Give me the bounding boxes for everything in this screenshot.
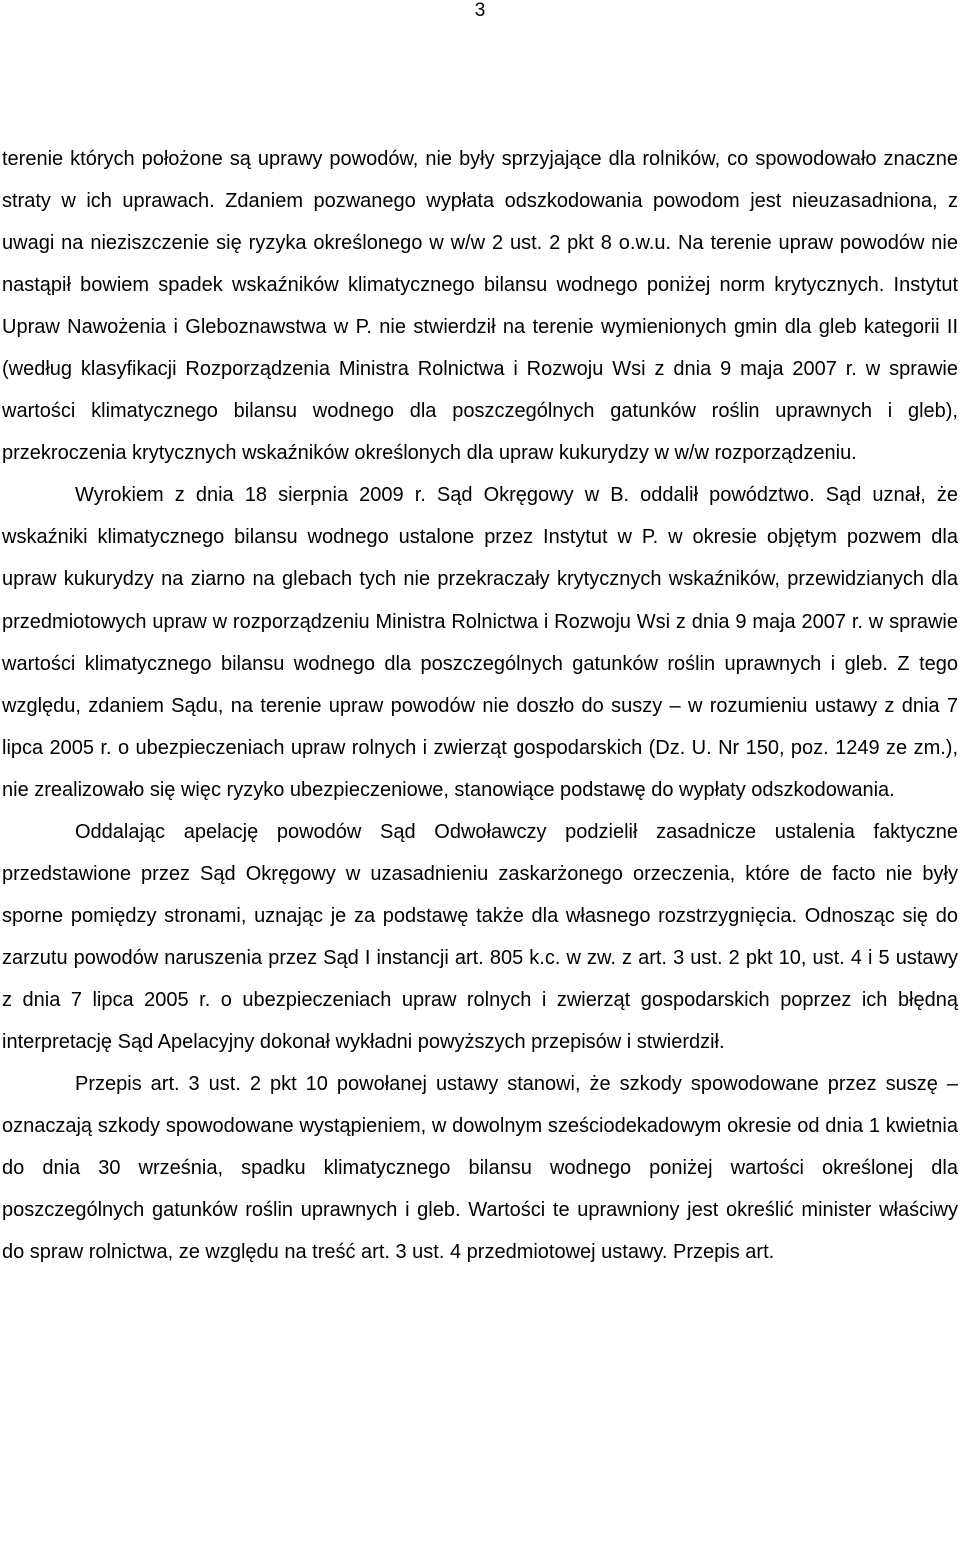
document-body (2, 138, 958, 1273)
paragraph-3: Oddalając apelację powodów Sąd Odwoławczy podzielił zasadnicze ustalenia faktyczne przedstawione przez Sąd Okręgowy w uzasadnieniu zaskarżonego orzeczenia, które de facto nie były sporne pomiędzy stronami, uznając je za podstawę także dla własnego rozstrzygnięcia. Odnosząc się do zarzutu powodów naruszenia przez Sąd I instancji art. 805 k.c. w zw. z art. 3 ust. 2 pkt 10, ust. 4 i 5 ustawy z dnia 7 lipca 2005 r. o ubezpieczeniach upraw rolnych i zwierząt gospodarskich poprzez ich błędną interpretację Sąd Apelacyjny dokonał wykładni powyższych przepisów i stwierdził. (2, 820, 958, 1053)
page-number: 3 (474, 0, 486, 21)
paragraph-2: Wyrokiem z dnia 18 sierpnia 2009 r. Sąd Okręgowy w B. oddalił powództwo. Sąd uznał, że wskaźniki klimatycznego bilansu wodnego ustalone przez Instytut w P. w okresie objętym pozwem dla upraw kukurydzy na ziarno na glebach tych nie przekraczały krytycznych wskaźników, przewidzianych dla przedmiotowych upraw w rozporządzeniu Ministra Rolnictwa i Rozwoju Wsi z dnia 9 maja 2007 r. w sprawie wartości klimatycznego bilansu wodnego dla poszczególnych gatunków roślin uprawnych i gleb. Z tego względu, zdaniem Sądu, na terenie upraw powodów nie doszło do suszy – w rozumieniu ustawy z dnia 7 lipca 2005 r. o ubezpieczeniach upraw rolnych i zwierząt gospodarskich (Dz. U. Nr 150, poz. 1249 ze zm.), nie zrealizowało się więc ryzyko ubezpieczeniowe, stanowiące podstawę do wypłaty odszkodowania. (2, 484, 958, 801)
paragraph-4: Przepis art. 3 ust. 2 pkt 10 powołanej ustawy stanowi, że szkody spowodowane przez suszę – oznaczają szkody spowodowane wystąpieniem, w dowolnym sześciodekadowym okresie od dnia 1 kwietnia do dnia 30 września, spadku klimatycznego bilansu wodnego poniżej wartości określonej dla poszczególnych gatunków roślin uprawnych i gleb. Wartości te uprawniony jest określić minister właściwy do spraw rolnictwa, ze względu na treść art. 3 ust. 4 przedmiotowej ustawy. Przepis art. (2, 1073, 958, 1264)
paragraph-1: terenie których położone są uprawy powodów, nie były sprzyjające dla rolników, co spowodowało znaczne straty w ich uprawach. Zdaniem pozwanego wypłata odszkodowania powodom jest nieuzasadniona, z uwagi na nieziszczenie się ryzyka określonego w w/w 2 ust. 2 pkt 8 o.w.u. Na terenie upraw powodów nie nastąpił bowiem spadek wskaźników klimatycznego bilansu wodnego poniżej norm krytycznych. Instytut Upraw Nawożenia i Gleboznawstwa w P. nie stwierdził na terenie wymienionych gmin dla gleb kategorii II (według klasyfikacji Rozporządzenia Ministra Rolnictwa i Rozwoju Wsi z dnia 9 maja 2007 r. w sprawie wartości klimatycznego bilansu wodnego dla poszczególnych gatunków roślin uprawnych i gleb), przekroczenia krytycznych wskaźników określonych dla upraw kukurydzy w w/w rozporządzeniu. (2, 148, 958, 465)
